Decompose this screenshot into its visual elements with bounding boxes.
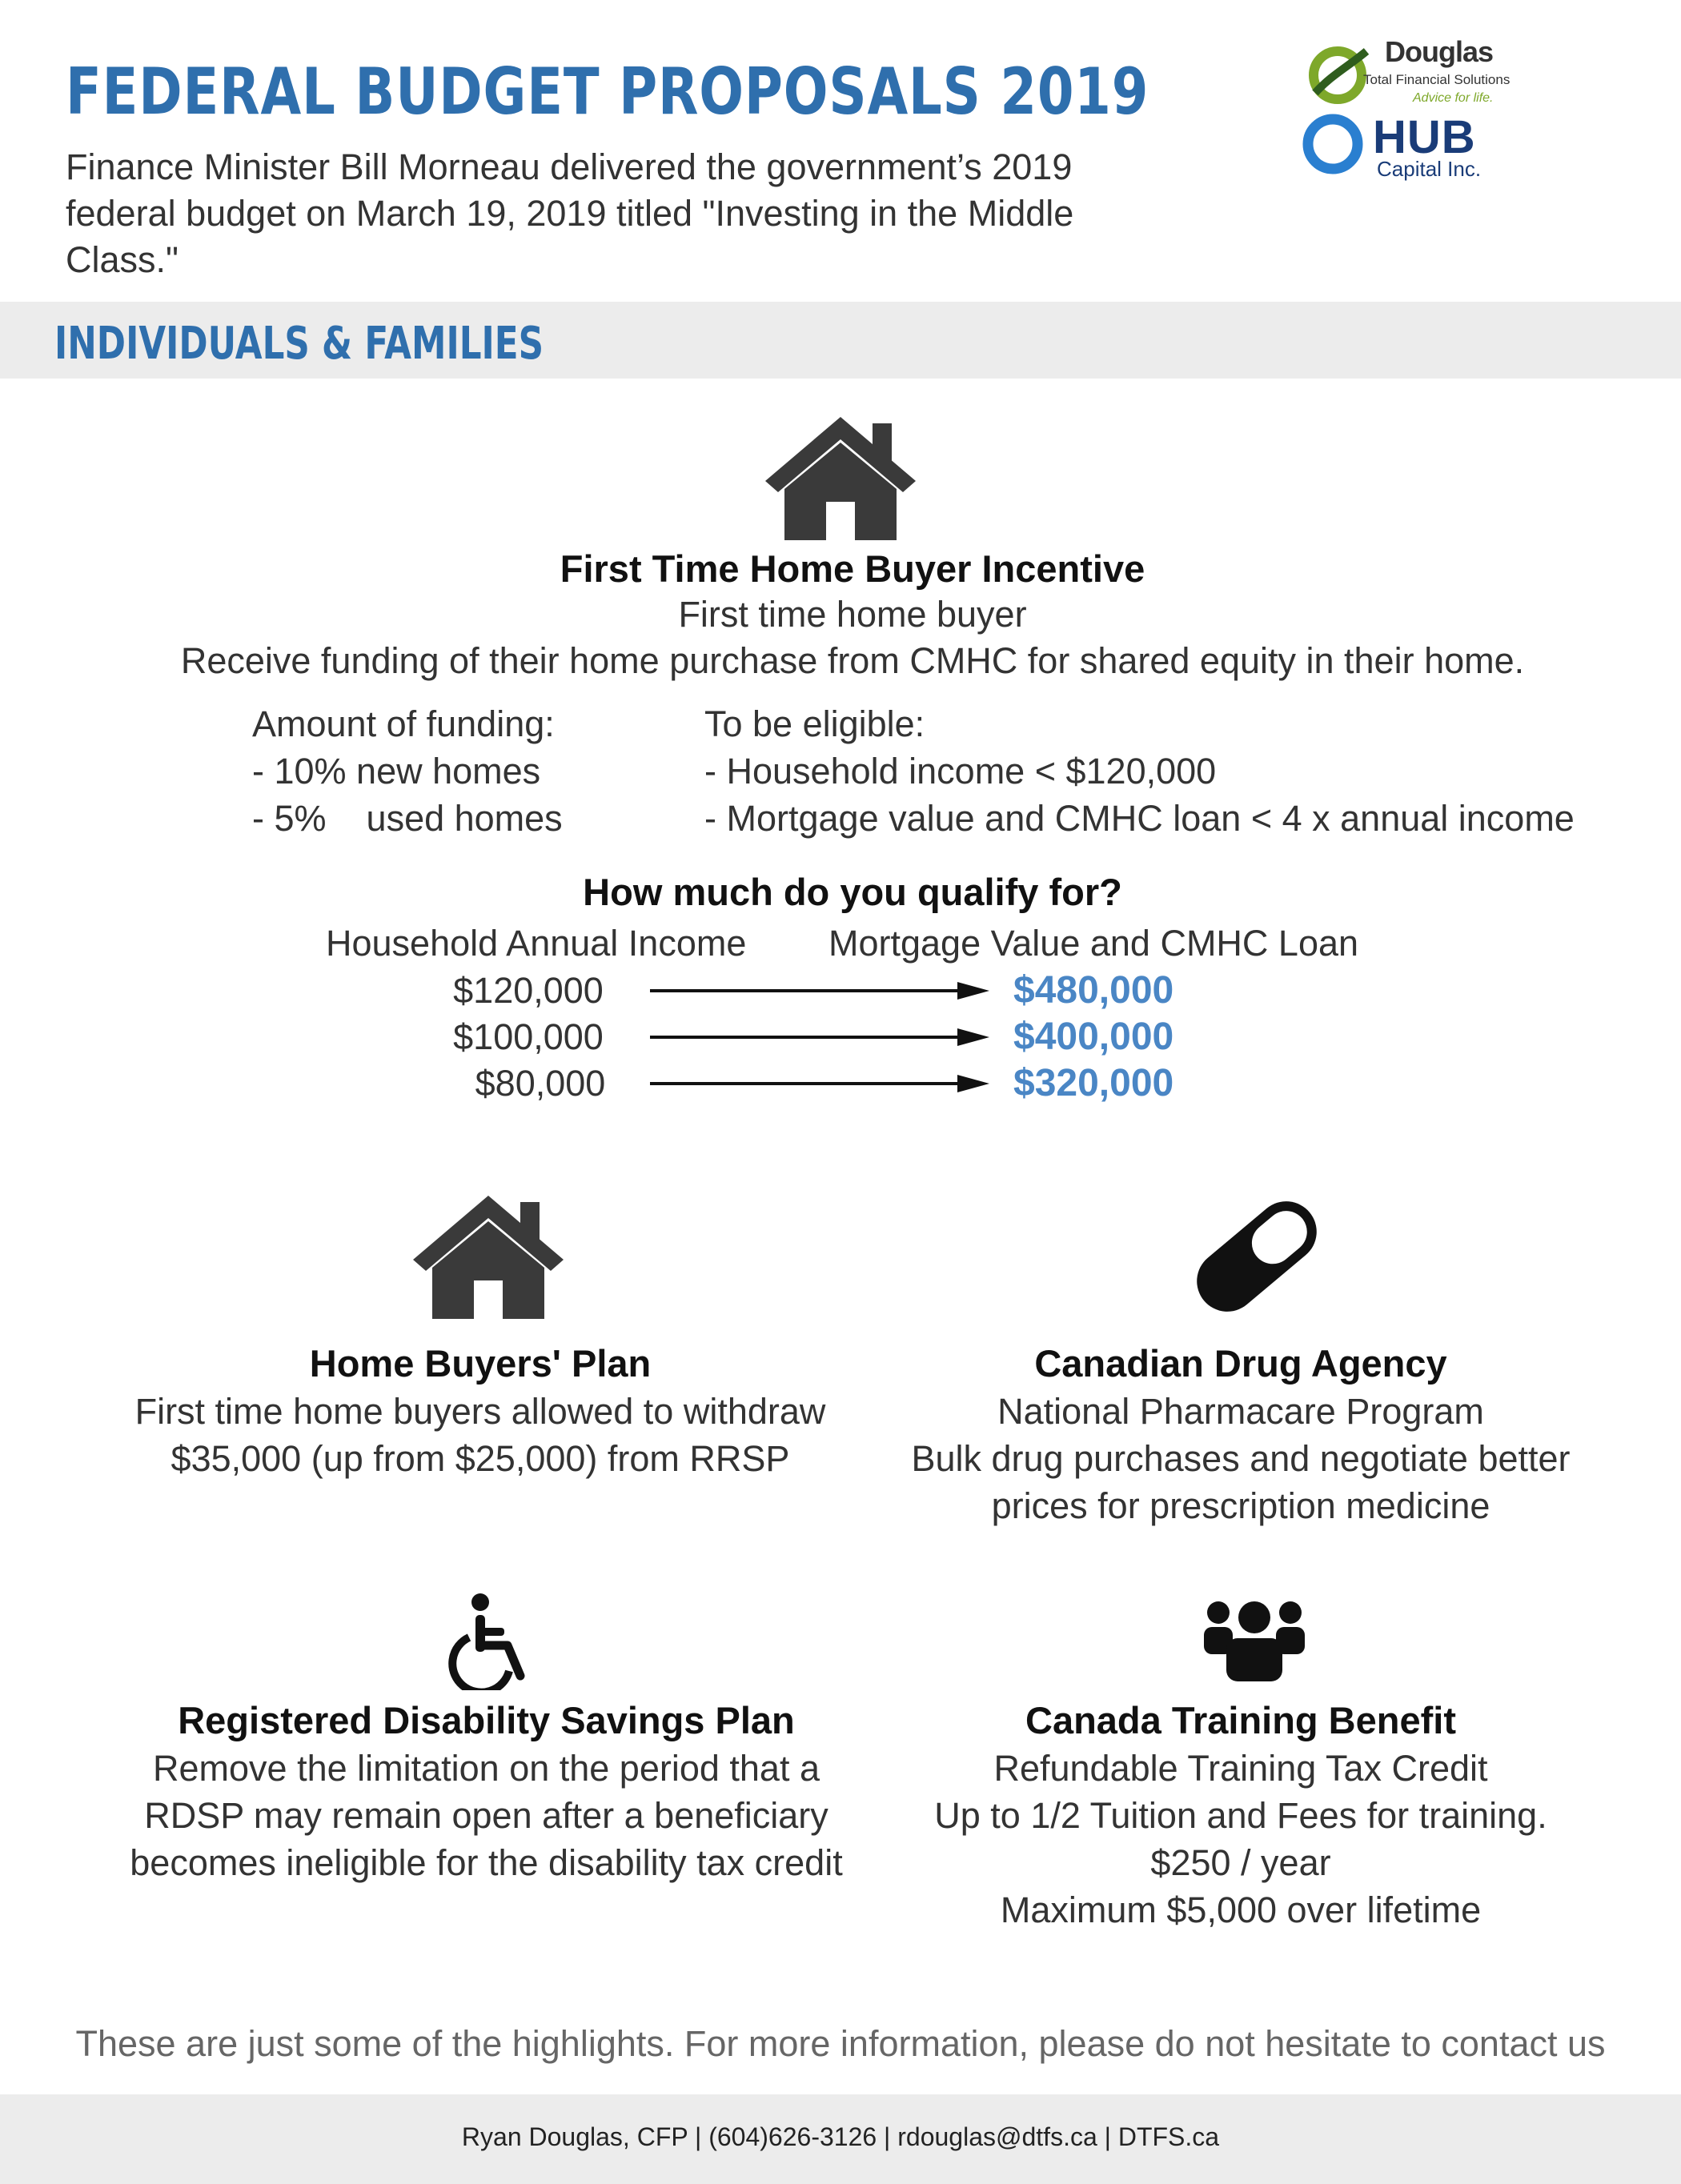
footer-contact: Ryan Douglas, CFP | (604)626-3126 | rdouglas@dtfs.ca | DTFS.ca <box>461 2122 1220 2151</box>
wheelchair-icon <box>440 1593 536 1690</box>
page-title: FEDERAL BUDGET PROPOSALS 2019 <box>66 54 1149 129</box>
list-item: - Household income < $120,000 <box>704 751 1217 791</box>
first-time-title: First Time Home Buyer Incentive <box>560 547 1145 590</box>
funding-list <box>252 700 563 842</box>
list-item: - 10% new homes <box>252 751 541 791</box>
income-value: $120,000 <box>453 970 604 1011</box>
rdsp-line: Remove the limitation on the period that a <box>153 1748 820 1789</box>
list-item: - Mortgage value and CMHC loan < 4 x annual income <box>704 798 1575 839</box>
drug-description <box>832 1388 1649 1529</box>
intro-line: Finance Minister Bill Morneau delivered the government’s 2019 <box>66 146 1073 187</box>
hub-logo <box>1301 110 1525 184</box>
training-line: Maximum $5,000 over lifetime <box>1000 1889 1482 1930</box>
intro-line: Class." <box>66 239 179 280</box>
first-time-subtitle: First time home buyer <box>678 594 1027 635</box>
hbp-line: $35,000 (up from $25,000) from RRSP <box>171 1438 790 1479</box>
income-value: $100,000 <box>453 1016 604 1057</box>
closing-message: These are just some of the highlights. For more information, please do not hesitate to contact us <box>75 2023 1606 2064</box>
douglas-subtitle: Total Financial Solutions <box>1363 72 1510 87</box>
swirl-icon <box>1307 43 1371 107</box>
douglas-logo <box>1301 32 1525 112</box>
hbp-title: Home Buyers' Plan <box>309 1342 652 1385</box>
arrow-icon <box>648 1025 993 1049</box>
rdsp-line: RDSP may remain open after a beneficiary <box>144 1795 828 1836</box>
training-description <box>832 1745 1649 1934</box>
loan-value: $320,000 <box>1013 1062 1174 1104</box>
intro-paragraph <box>66 144 1170 283</box>
loan-column-header: Mortgage Value and CMHC Loan <box>828 923 1359 964</box>
section-title: INDIVIDUALS & FAMILIES <box>54 318 544 370</box>
hub-name: HUB <box>1373 111 1476 163</box>
pill-icon <box>1177 1184 1337 1328</box>
house-icon <box>408 1191 568 1323</box>
hbp-description <box>0 1388 961 1482</box>
rdsp-line: becomes ineligible for the disability tax credit <box>130 1842 843 1883</box>
drug-line: Bulk drug purchases and negotiate better <box>911 1438 1571 1479</box>
training-line: $250 / year <box>1150 1842 1331 1883</box>
training-line: Refundable Training Tax Credit <box>993 1748 1488 1789</box>
douglas-name: Douglas <box>1385 35 1494 68</box>
eligibility-heading: To be eligible: <box>704 703 925 744</box>
qualify-title: How much do you qualify for? <box>583 871 1122 913</box>
douglas-tagline: Advice for life. <box>1413 91 1494 105</box>
arrow-icon <box>648 1072 993 1096</box>
income-column-header: Household Annual Income <box>326 923 747 964</box>
drug-title: Canadian Drug Agency <box>1034 1342 1447 1385</box>
training-line: Up to 1/2 Tuition and Fees for training. <box>934 1795 1547 1836</box>
training-title: Canada Training Benefit <box>1025 1699 1456 1741</box>
hub-ring-icon <box>1301 112 1368 179</box>
rdsp-title: Registered Disability Savings Plan <box>178 1699 795 1741</box>
funding-heading: Amount of funding: <box>252 703 555 744</box>
list-item: - 5% used homes <box>252 798 563 839</box>
rdsp-description <box>0 1745 973 1886</box>
arrow-icon <box>648 979 993 1003</box>
house-icon <box>760 412 921 544</box>
loan-value: $480,000 <box>1013 969 1174 1012</box>
hub-subtitle: Capital Inc. <box>1377 157 1482 181</box>
income-value: $80,000 <box>475 1063 606 1104</box>
hbp-line: First time home buyers allowed to withdraw <box>134 1391 826 1432</box>
loan-value: $400,000 <box>1013 1016 1174 1058</box>
first-time-description: Receive funding of their home purchase from CMHC for shared equity in their home. <box>180 640 1525 681</box>
eligibility-list <box>704 700 1575 842</box>
intro-line: federal budget on March 19, 2019 titled "Investing in the Middle <box>66 193 1074 234</box>
drug-line: prices for prescription medicine <box>991 1485 1490 1526</box>
drug-line: National Pharmacare Program <box>997 1391 1484 1432</box>
group-icon <box>1202 1597 1306 1683</box>
